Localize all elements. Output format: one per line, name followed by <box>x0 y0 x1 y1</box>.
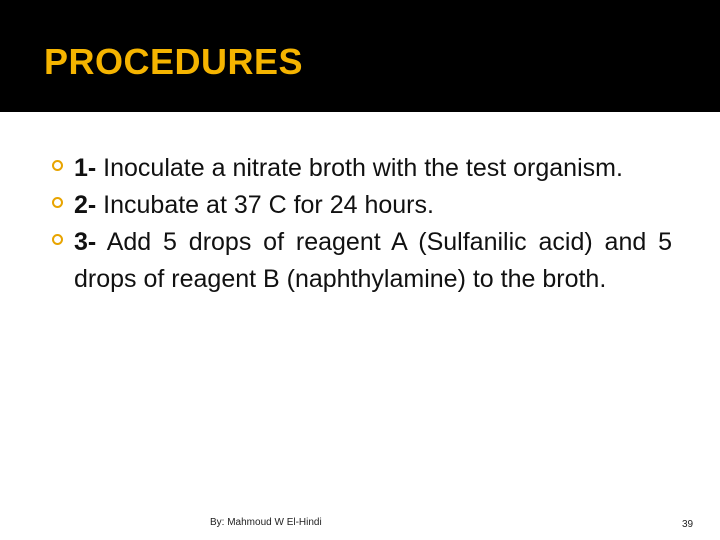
bullet-ring-icon <box>52 197 63 208</box>
step-text: Add 5 drops of reagent A (Sulfanilic acid) and 5 drops of reagent B (naphthylamine) to the broth. <box>74 228 672 293</box>
list-item <box>52 150 672 187</box>
slide-title: PROCEDURES <box>44 41 304 82</box>
step-number: 1- <box>74 154 97 182</box>
title-bar <box>0 0 720 112</box>
step-number: 2- <box>74 191 97 219</box>
page-number: 39 <box>682 519 694 530</box>
step-text: Incubate at 37 C for 24 hours. <box>96 191 434 219</box>
step-text: Inoculate a nitrate broth with the test organism. <box>96 154 623 182</box>
list-item <box>52 224 672 298</box>
procedure-list <box>52 150 672 298</box>
footer-author: By: Mahmoud W El-Hindi <box>210 517 322 528</box>
bullet-ring-icon <box>52 234 63 245</box>
list-item <box>52 187 672 224</box>
step-number: 3- <box>74 228 97 256</box>
bullet-ring-icon <box>52 160 63 171</box>
